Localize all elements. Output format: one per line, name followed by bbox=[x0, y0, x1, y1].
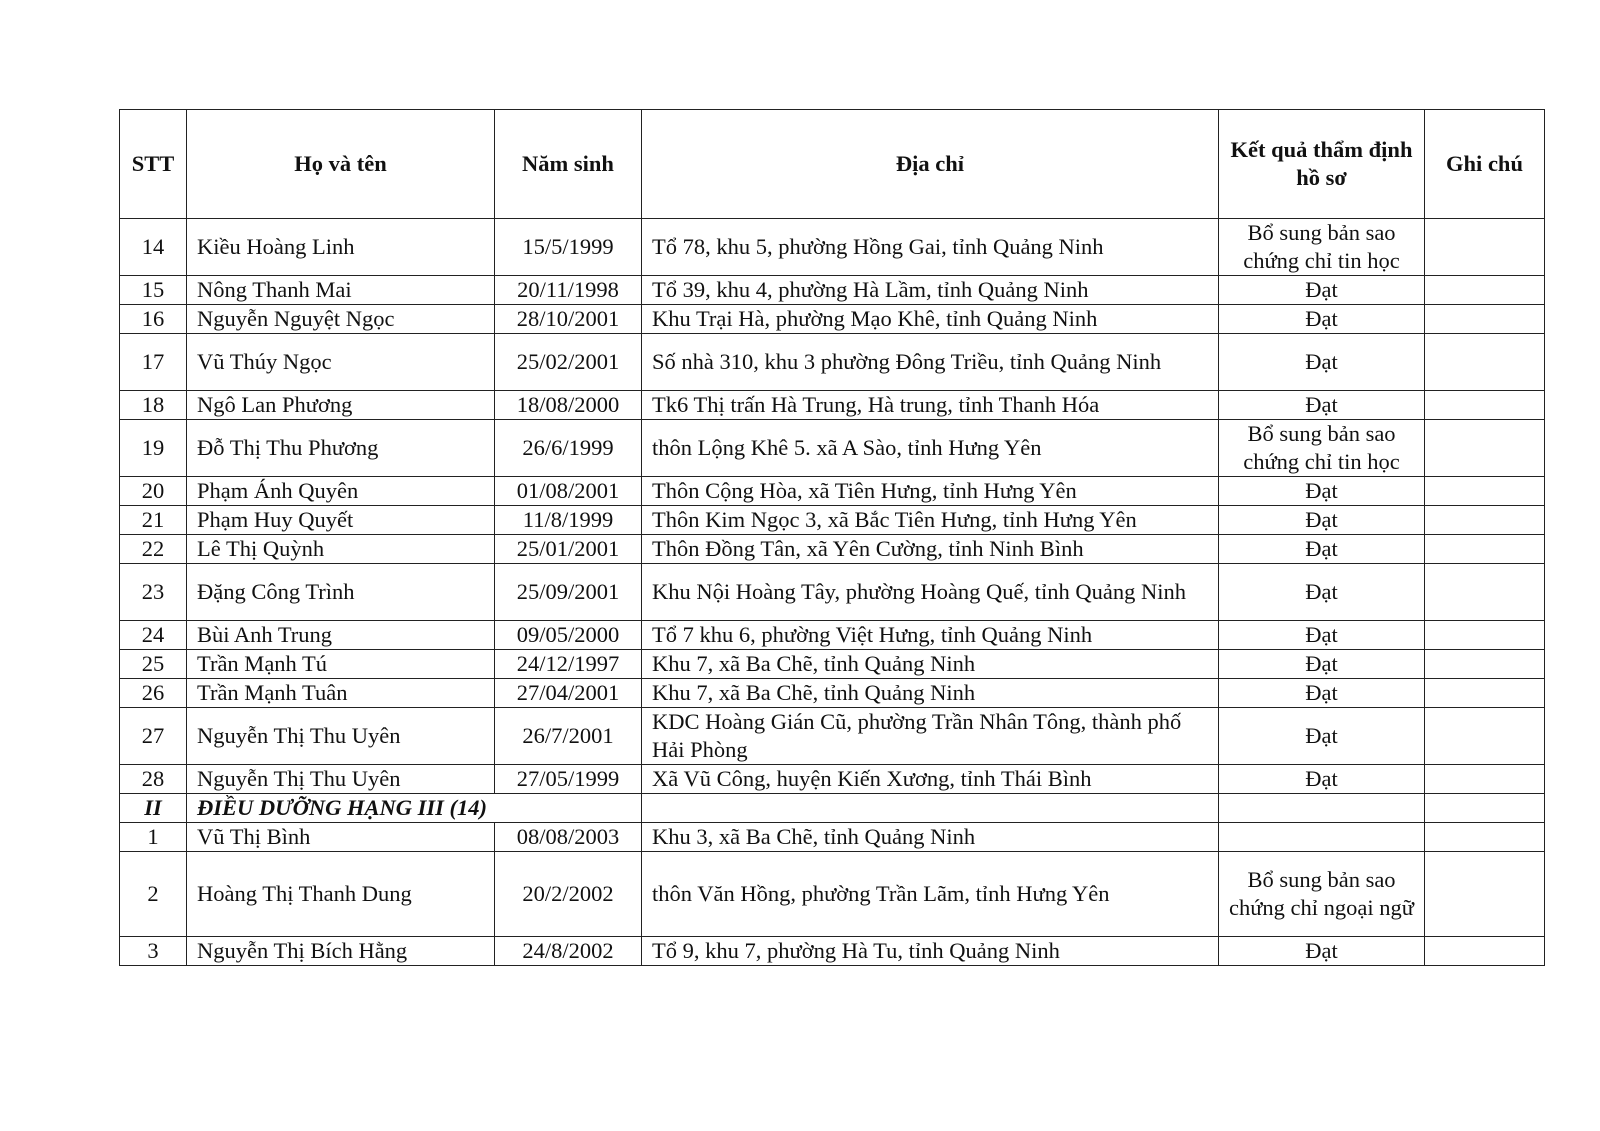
header-dob: Năm sinh bbox=[495, 110, 642, 219]
cell-result: Đạt bbox=[1219, 679, 1425, 708]
cell-name: Đặng Công Trình bbox=[187, 564, 495, 621]
cell-dob: 18/08/2000 bbox=[495, 391, 642, 420]
cell-note bbox=[1425, 794, 1545, 823]
table-row bbox=[120, 621, 1545, 650]
cell-address: Thôn Đồng Tân, xã Yên Cường, tỉnh Ninh Bình bbox=[642, 535, 1219, 564]
cell-dob: 15/5/1999 bbox=[495, 219, 642, 276]
cell-note bbox=[1425, 334, 1545, 391]
cell-dob: 09/05/2000 bbox=[495, 621, 642, 650]
cell-result: Đạt bbox=[1219, 276, 1425, 305]
cell-stt: 1 bbox=[120, 823, 187, 852]
cell-result bbox=[1219, 794, 1425, 823]
cell-result: Đạt bbox=[1219, 564, 1425, 621]
cell-address: Tổ 7 khu 6, phường Việt Hưng, tỉnh Quảng Ninh bbox=[642, 621, 1219, 650]
cell-result: Đạt bbox=[1219, 391, 1425, 420]
cell-note bbox=[1425, 506, 1545, 535]
cell-note bbox=[1425, 276, 1545, 305]
cell-stt: 26 bbox=[120, 679, 187, 708]
cell-stt: 27 bbox=[120, 708, 187, 765]
table-row bbox=[120, 305, 1545, 334]
cell-dob: 25/01/2001 bbox=[495, 535, 642, 564]
cell-name: Phạm Huy Quyết bbox=[187, 506, 495, 535]
table-row bbox=[120, 477, 1545, 506]
cell-stt: 19 bbox=[120, 420, 187, 477]
cell-result: Đạt bbox=[1219, 334, 1425, 391]
cell-address: Khu 3, xã Ba Chẽ, tỉnh Quảng Ninh bbox=[642, 823, 1219, 852]
table-row bbox=[120, 535, 1545, 564]
cell-result: Đạt bbox=[1219, 477, 1425, 506]
cell-address bbox=[642, 794, 1219, 823]
cell-address: Tổ 9, khu 7, phường Hà Tu, tỉnh Quảng Ninh bbox=[642, 937, 1219, 966]
cell-note bbox=[1425, 823, 1545, 852]
cell-name: Nguyễn Thị Bích Hằng bbox=[187, 937, 495, 966]
cell-result: Đạt bbox=[1219, 506, 1425, 535]
cell-address: Tk6 Thị trấn Hà Trung, Hà trung, tỉnh Thanh Hóa bbox=[642, 391, 1219, 420]
cell-name: Trần Mạnh Tuân bbox=[187, 679, 495, 708]
cell-stt: 3 bbox=[120, 937, 187, 966]
cell-name: Trần Mạnh Tú bbox=[187, 650, 495, 679]
cell-dob: 28/10/2001 bbox=[495, 305, 642, 334]
table-row bbox=[120, 650, 1545, 679]
cell-note bbox=[1425, 564, 1545, 621]
cell-address: KDC Hoàng Gián Cũ, phường Trần Nhân Tông, thành phố Hải Phòng bbox=[642, 708, 1219, 765]
cell-stt: 23 bbox=[120, 564, 187, 621]
table-row bbox=[120, 937, 1545, 966]
cell-stt: 18 bbox=[120, 391, 187, 420]
section-row bbox=[120, 794, 1545, 823]
candidate-table bbox=[119, 109, 1545, 966]
header-result: Kết quả thẩm định hồ sơ bbox=[1219, 110, 1425, 219]
cell-stt: 28 bbox=[120, 765, 187, 794]
cell-address: Thôn Cộng Hòa, xã Tiên Hưng, tỉnh Hưng Yên bbox=[642, 477, 1219, 506]
cell-note bbox=[1425, 765, 1545, 794]
cell-address: thôn Văn Hồng, phường Trần Lãm, tỉnh Hưng Yên bbox=[642, 852, 1219, 937]
cell-name: Vũ Thúy Ngọc bbox=[187, 334, 495, 391]
cell-note bbox=[1425, 477, 1545, 506]
cell-address: Số nhà 310, khu 3 phường Đông Triều, tỉnh Quảng Ninh bbox=[642, 334, 1219, 391]
cell-address: Khu 7, xã Ba Chẽ, tỉnh Quảng Ninh bbox=[642, 679, 1219, 708]
cell-result: Đạt bbox=[1219, 708, 1425, 765]
cell-name: Ngô Lan Phương bbox=[187, 391, 495, 420]
cell-note bbox=[1425, 305, 1545, 334]
cell-dob: 27/04/2001 bbox=[495, 679, 642, 708]
cell-result: Đạt bbox=[1219, 937, 1425, 966]
cell-note bbox=[1425, 420, 1545, 477]
table-row bbox=[120, 564, 1545, 621]
cell-dob: 26/7/2001 bbox=[495, 708, 642, 765]
cell-name: Vũ Thị Bình bbox=[187, 823, 495, 852]
cell-address: Khu Trại Hà, phường Mạo Khê, tỉnh Quảng Ninh bbox=[642, 305, 1219, 334]
cell-note bbox=[1425, 621, 1545, 650]
table-row bbox=[120, 823, 1545, 852]
table-row bbox=[120, 276, 1545, 305]
cell-dob: 25/02/2001 bbox=[495, 334, 642, 391]
table-row bbox=[120, 679, 1545, 708]
cell-name: Nguyễn Thị Thu Uyên bbox=[187, 708, 495, 765]
cell-dob: 24/8/2002 bbox=[495, 937, 642, 966]
table-row bbox=[120, 765, 1545, 794]
cell-note bbox=[1425, 937, 1545, 966]
header-note: Ghi chú bbox=[1425, 110, 1545, 219]
cell-stt: 20 bbox=[120, 477, 187, 506]
cell-dob: 08/08/2003 bbox=[495, 823, 642, 852]
cell-address: Thôn Kim Ngọc 3, xã Bắc Tiên Hưng, tỉnh Hưng Yên bbox=[642, 506, 1219, 535]
cell-note bbox=[1425, 219, 1545, 276]
cell-dob: 24/12/1997 bbox=[495, 650, 642, 679]
cell-result bbox=[1219, 823, 1425, 852]
cell-address: thôn Lộng Khê 5. xã A Sào, tỉnh Hưng Yên bbox=[642, 420, 1219, 477]
cell-name: Nguyễn Thị Thu Uyên bbox=[187, 765, 495, 794]
cell-note bbox=[1425, 708, 1545, 765]
section-title: ĐIỀU DƯỠNG HẠNG III (14) bbox=[187, 794, 642, 823]
cell-stt: 16 bbox=[120, 305, 187, 334]
cell-result: Bổ sung bản sao chứng chỉ ngoại ngữ bbox=[1219, 852, 1425, 937]
cell-note bbox=[1425, 650, 1545, 679]
cell-stt: 17 bbox=[120, 334, 187, 391]
cell-stt: 21 bbox=[120, 506, 187, 535]
cell-dob: 25/09/2001 bbox=[495, 564, 642, 621]
table-row bbox=[120, 420, 1545, 477]
table-row bbox=[120, 219, 1545, 276]
cell-name: Nông Thanh Mai bbox=[187, 276, 495, 305]
cell-address: Tổ 39, khu 4, phường Hà Lầm, tỉnh Quảng Ninh bbox=[642, 276, 1219, 305]
cell-name: Đỗ Thị Thu Phương bbox=[187, 420, 495, 477]
cell-dob: 20/11/1998 bbox=[495, 276, 642, 305]
cell-name: Kiều Hoàng Linh bbox=[187, 219, 495, 276]
cell-address: Khu 7, xã Ba Chẽ, tỉnh Quảng Ninh bbox=[642, 650, 1219, 679]
section-number: II bbox=[120, 794, 187, 823]
cell-stt: 15 bbox=[120, 276, 187, 305]
cell-result: Đạt bbox=[1219, 535, 1425, 564]
header-row bbox=[120, 110, 1545, 219]
cell-note bbox=[1425, 679, 1545, 708]
header-stt: STT bbox=[120, 110, 187, 219]
cell-result: Đạt bbox=[1219, 305, 1425, 334]
cell-note bbox=[1425, 391, 1545, 420]
cell-dob: 11/8/1999 bbox=[495, 506, 642, 535]
cell-address: Tổ 78, khu 5, phường Hồng Gai, tỉnh Quảng Ninh bbox=[642, 219, 1219, 276]
table-row bbox=[120, 391, 1545, 420]
cell-note bbox=[1425, 535, 1545, 564]
table-row bbox=[120, 334, 1545, 391]
cell-stt: 2 bbox=[120, 852, 187, 937]
cell-name: Bùi Anh Trung bbox=[187, 621, 495, 650]
cell-stt: 25 bbox=[120, 650, 187, 679]
table-row bbox=[120, 852, 1545, 937]
cell-result: Đạt bbox=[1219, 765, 1425, 794]
cell-result: Đạt bbox=[1219, 650, 1425, 679]
cell-name: Lê Thị Quỳnh bbox=[187, 535, 495, 564]
cell-result: Bổ sung bản sao chứng chỉ tin học bbox=[1219, 219, 1425, 276]
cell-address: Xã Vũ Công, huyện Kiến Xương, tỉnh Thái Bình bbox=[642, 765, 1219, 794]
cell-address: Khu Nội Hoàng Tây, phường Hoàng Quế, tỉnh Quảng Ninh bbox=[642, 564, 1219, 621]
cell-stt: 14 bbox=[120, 219, 187, 276]
header-name: Họ và tên bbox=[187, 110, 495, 219]
cell-result: Bổ sung bản sao chứng chỉ tin học bbox=[1219, 420, 1425, 477]
cell-stt: 24 bbox=[120, 621, 187, 650]
cell-dob: 26/6/1999 bbox=[495, 420, 642, 477]
table-row bbox=[120, 708, 1545, 765]
cell-result: Đạt bbox=[1219, 621, 1425, 650]
cell-dob: 27/05/1999 bbox=[495, 765, 642, 794]
header-address: Địa chỉ bbox=[642, 110, 1219, 219]
table-row bbox=[120, 506, 1545, 535]
cell-name: Phạm Ánh Quyên bbox=[187, 477, 495, 506]
cell-dob: 01/08/2001 bbox=[495, 477, 642, 506]
cell-note bbox=[1425, 852, 1545, 937]
cell-dob: 20/2/2002 bbox=[495, 852, 642, 937]
cell-stt: 22 bbox=[120, 535, 187, 564]
cell-name: Hoàng Thị Thanh Dung bbox=[187, 852, 495, 937]
cell-name: Nguyễn Nguyệt Ngọc bbox=[187, 305, 495, 334]
